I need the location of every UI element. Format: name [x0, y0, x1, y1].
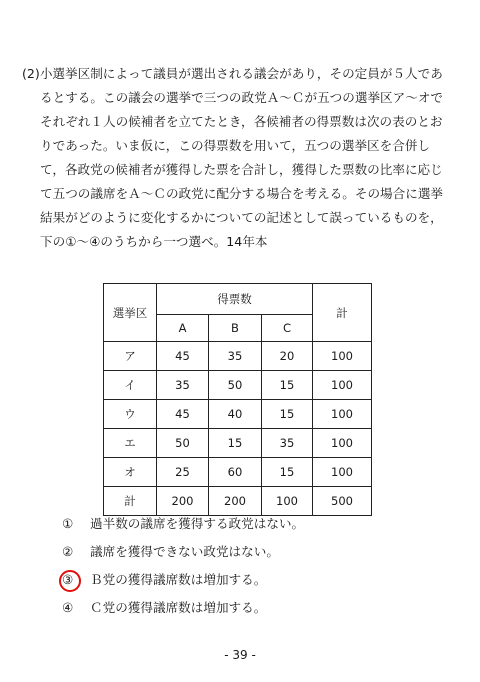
- table-row: [104, 429, 372, 458]
- district-cell: ウ: [104, 400, 157, 429]
- answer-circle-mark: [59, 570, 81, 592]
- votes-c-cell: 100: [262, 487, 313, 516]
- total-cell: 100: [313, 342, 372, 371]
- votes-c-cell: 20: [262, 342, 313, 371]
- header-party-c: C: [262, 315, 313, 342]
- option-text: 過半数の議席を獲得する政党はない。: [90, 516, 305, 531]
- option-2[interactable]: [62, 540, 304, 568]
- option-number: ④: [62, 600, 74, 615]
- votes-a-cell: 200: [157, 487, 209, 516]
- votes-c-cell: 35: [262, 429, 313, 458]
- votes-b-cell: 50: [209, 371, 262, 400]
- option-text: Ｃ党の獲得議席数は増加する。: [90, 600, 267, 615]
- header-party-b: B: [209, 315, 262, 342]
- option-number: ②: [62, 544, 74, 559]
- district-cell: エ: [104, 429, 157, 458]
- district-cell: イ: [104, 371, 157, 400]
- option-text: Ｂ党の獲得議席数は増加する。: [90, 572, 267, 587]
- header-total: 計: [313, 284, 372, 342]
- votes-b-cell: 35: [209, 342, 262, 371]
- total-cell: 100: [313, 429, 372, 458]
- option-1[interactable]: [62, 512, 304, 540]
- header-party-a: A: [157, 315, 209, 342]
- option-3[interactable]: [62, 568, 304, 596]
- votes-c-cell: 15: [262, 400, 313, 429]
- total-cell: 100: [313, 371, 372, 400]
- total-cell: 100: [313, 458, 372, 487]
- votes-b-cell: 40: [209, 400, 262, 429]
- votes-a-cell: 45: [157, 400, 209, 429]
- district-cell: 計: [104, 487, 157, 516]
- total-cell: 500: [313, 487, 372, 516]
- district-cell: オ: [104, 458, 157, 487]
- question-text: (2)小選挙区制によって議員が選出される議会があり，その定員が５人であるとする。この議会の選挙で三つの政党Ａ～Ｃが五つの選挙区ア～オでそれぞれ１人の候補者を立てたとき，各候補者の得票数は次の表のとおりであった。いま仮に，この得票数を用いて，五つの選挙区を合併して，各政党の候補者が獲得した票を合計し，獲得した票数の比率に応じて五つの議席をＡ～Ｃの政党に配分する場合を考える。その場合に選挙結果がどのように変化するかについての記述として誤っているものを，下の①～④のうちから一つ選べ。14年本: [22, 66, 443, 249]
- option-number: ①: [62, 516, 74, 531]
- votes-a-cell: 50: [157, 429, 209, 458]
- option-text: 議席を獲得できない政党はない。: [90, 544, 279, 559]
- total-cell: 100: [313, 400, 372, 429]
- votes-b-cell: 200: [209, 487, 262, 516]
- votes-b-cell: 15: [209, 429, 262, 458]
- votes-a-cell: 35: [157, 371, 209, 400]
- votes-c-cell: 15: [262, 371, 313, 400]
- table-header-row: [104, 284, 372, 315]
- district-cell: ア: [104, 342, 157, 371]
- table-row: [104, 371, 372, 400]
- option-4[interactable]: [62, 596, 304, 624]
- vote-table: [103, 283, 372, 516]
- table-row: [104, 458, 372, 487]
- table-row: [104, 400, 372, 429]
- answer-options: [62, 512, 304, 624]
- table-row: [104, 342, 372, 371]
- header-district: 選挙区: [104, 284, 157, 342]
- header-votes: 得票数: [157, 284, 313, 315]
- page-number: - 39 -: [224, 648, 256, 662]
- question-text-block: [22, 62, 452, 254]
- votes-a-cell: 25: [157, 458, 209, 487]
- option-number: ③: [62, 572, 74, 587]
- votes-c-cell: 15: [262, 458, 313, 487]
- option-number-wrap: [62, 568, 90, 592]
- votes-b-cell: 60: [209, 458, 262, 487]
- votes-a-cell: 45: [157, 342, 209, 371]
